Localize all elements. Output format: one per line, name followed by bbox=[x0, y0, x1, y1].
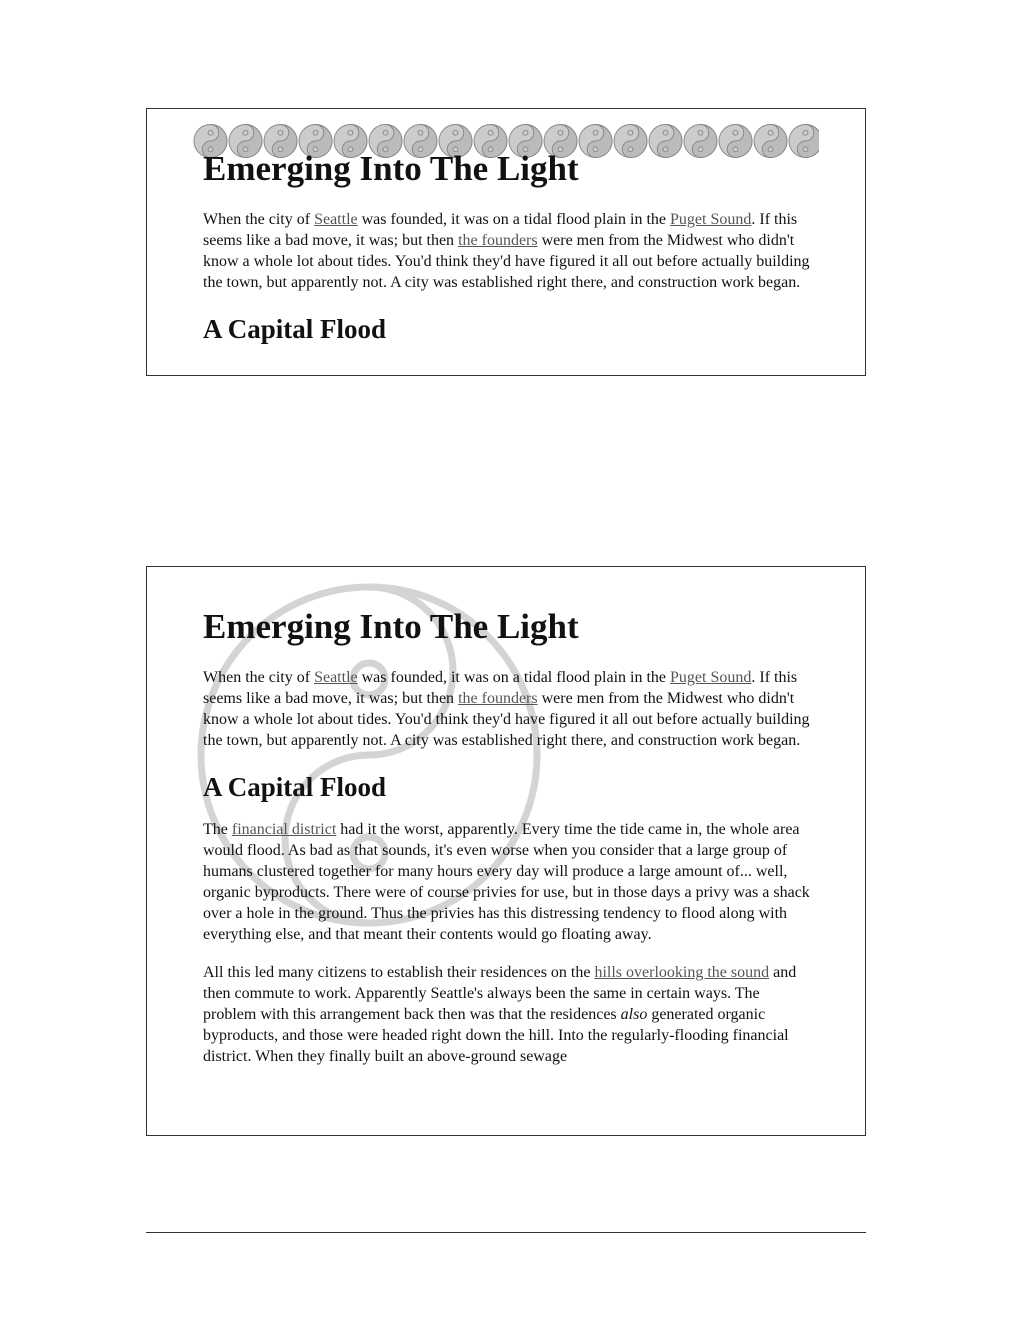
article-paragraph bbox=[203, 962, 815, 1067]
article-paragraph bbox=[203, 819, 815, 945]
section-heading: A Capital Flood bbox=[203, 314, 387, 344]
text-run: was founded, it was on a tidal flood plain in the bbox=[357, 669, 671, 686]
text-run: When the city of bbox=[203, 211, 315, 228]
text-run: The bbox=[203, 821, 232, 838]
text-run: were men from the Midwest who didn't know a whole lot about tides. You'd think they'd have figured it all out before actually building the town, but apparently not. A city was established right there, and construction work began. bbox=[203, 232, 810, 291]
link-seattle[interactable]: Seattle bbox=[314, 211, 358, 228]
text-run: were men from the Midwest who didn't know a whole lot about tides. You'd think they'd have figured it all out before actually building the town, but apparently not. A city was established right there, and construction work began. bbox=[203, 690, 810, 749]
text-run: was founded, it was on a tidal flood plain in the bbox=[357, 211, 671, 228]
footer-rule bbox=[146, 1232, 866, 1233]
emphasis-text: also bbox=[620, 1006, 648, 1023]
link-hills-overlooking-sound[interactable]: hills overlooking the sound bbox=[594, 964, 770, 981]
article-content bbox=[203, 607, 815, 1084]
link-puget-sound[interactable]: Puget Sound bbox=[670, 669, 752, 686]
text-run: and then commute to work. Apparently Seattle's always been the same in certain ways. The problem with this arrangement back then was that the residences bbox=[203, 964, 797, 1023]
article-title: Emerging Into The Light bbox=[203, 149, 579, 188]
section-heading: A Capital Flood bbox=[203, 772, 387, 802]
example-frame-tiled-background bbox=[146, 108, 866, 376]
text-run: . If this seems like a bad move, it was; but then bbox=[203, 211, 798, 249]
article-title: Emerging Into The Light bbox=[203, 607, 579, 646]
link-the-founders[interactable]: the founders bbox=[458, 690, 538, 707]
text-run: When the city of bbox=[203, 669, 315, 686]
text-run: . If this seems like a bad move, it was; but then bbox=[203, 669, 798, 707]
text-run: had it the worst, apparently. Every time the tide came in, the whole area would flood. As bad as that sounds, it's even worse when you consider that a large group of humans clustered together for many hours every day will produce a large amount of... well, organic byproducts. There were of course privies for use, but in those days a privy was a shack over a hole in the ground. Thus the privies has this distressing tendency to flood along with everything else, and that meant their contents would go floating away. bbox=[203, 821, 810, 943]
link-seattle[interactable]: Seattle bbox=[314, 669, 358, 686]
link-financial-district[interactable]: financial district bbox=[231, 821, 337, 838]
link-puget-sound[interactable]: Puget Sound bbox=[670, 211, 752, 228]
text-run: All this led many citizens to establish their residences on the bbox=[203, 964, 595, 981]
text-run: generated organic byproducts, and those were headed right down the hill. Into the regularly-flooding financial district. When they finally built an above-ground sewage bbox=[203, 1006, 789, 1065]
example-frame-watermark-background bbox=[146, 566, 866, 1136]
article-paragraph bbox=[203, 209, 815, 293]
link-the-founders[interactable]: the founders bbox=[458, 232, 538, 249]
article-paragraph bbox=[203, 667, 815, 751]
article-content bbox=[203, 149, 815, 361]
